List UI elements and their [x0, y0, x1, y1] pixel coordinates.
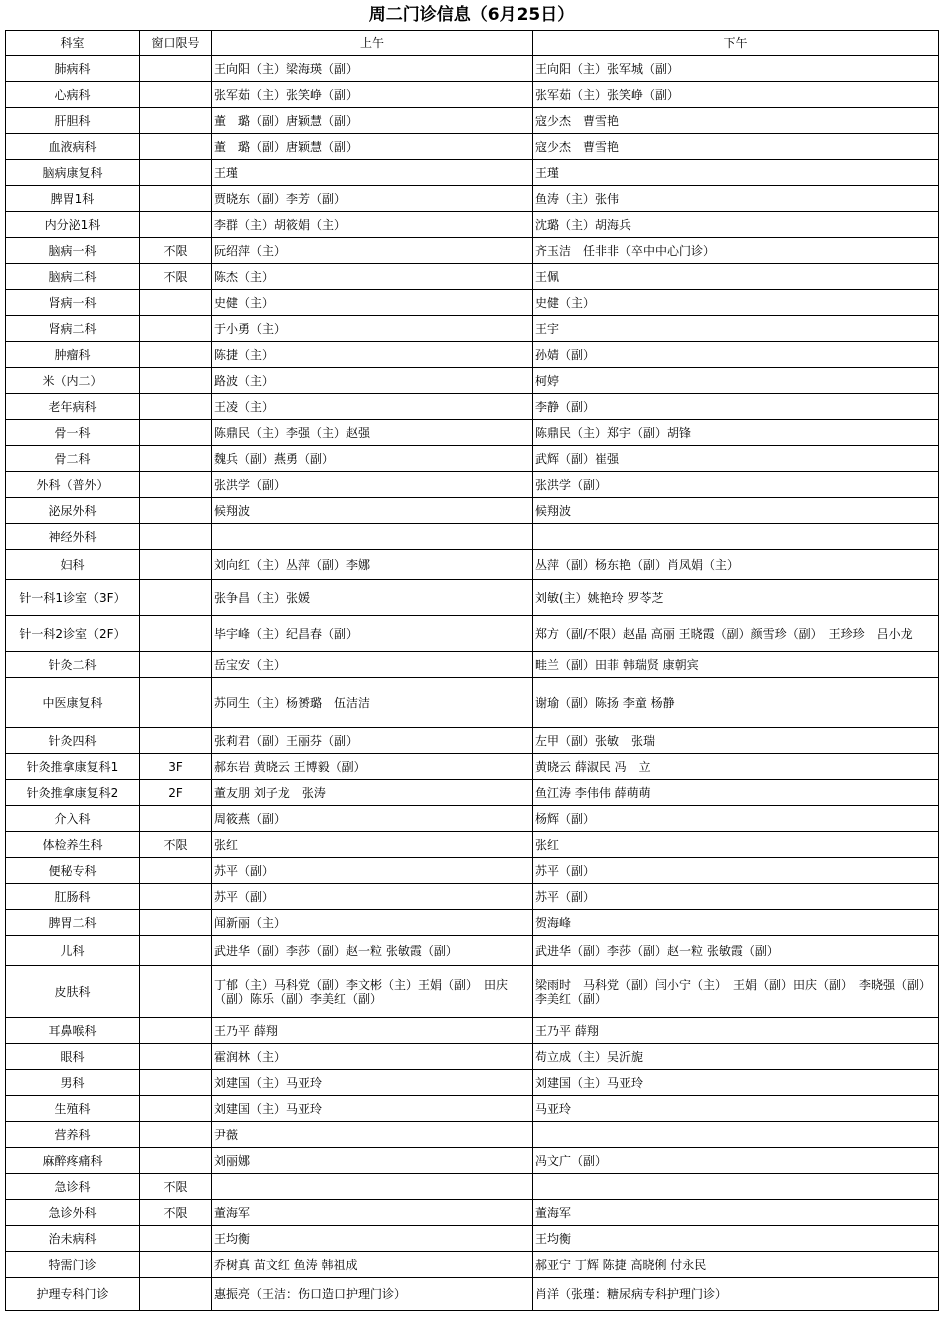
page-title: 周二门诊信息（6月25日）	[368, 5, 575, 25]
dept-cell: 营养科	[6, 1122, 140, 1148]
dept-cell: 脾胃1科	[6, 186, 140, 212]
table-row	[6, 264, 939, 290]
am-cell: 董 璐（副）唐颖慧（副）	[212, 108, 533, 134]
am-cell: 董友朋 刘子龙 张涛	[212, 780, 533, 806]
limit-cell	[140, 316, 212, 342]
pm-cell: 史健（主）	[533, 290, 939, 316]
limit-cell	[140, 1148, 212, 1174]
table-row	[6, 884, 939, 910]
table-row	[6, 678, 939, 728]
am-cell: 张红	[212, 832, 533, 858]
pm-cell: 候翔波	[533, 498, 939, 524]
limit-cell: 不限	[140, 1200, 212, 1226]
am-cell: 刘向红（主）丛萍（副）李娜	[212, 550, 533, 580]
table-row	[6, 652, 939, 678]
limit-cell	[140, 134, 212, 160]
dept-cell: 肺病科	[6, 56, 140, 82]
limit-cell	[140, 1044, 212, 1070]
table-row	[6, 1096, 939, 1122]
table-row	[6, 1278, 939, 1311]
table-row	[6, 186, 939, 212]
am-cell: 张洪学（副）	[212, 472, 533, 498]
am-cell: 尹薇	[212, 1122, 533, 1148]
pm-cell: 武进华（副）李莎（副）赵一粒 张敏霞（副）	[533, 936, 939, 966]
dept-cell: 急诊外科	[6, 1200, 140, 1226]
limit-cell: 不限	[140, 832, 212, 858]
limit-cell	[140, 884, 212, 910]
table-row	[6, 858, 939, 884]
dept-cell: 老年病科	[6, 394, 140, 420]
dept-cell: 肛肠科	[6, 884, 140, 910]
limit-cell	[140, 1096, 212, 1122]
limit-cell	[140, 524, 212, 550]
pm-cell	[533, 1122, 939, 1148]
pm-cell: 马亚玲	[533, 1096, 939, 1122]
dept-cell: 内分泌1科	[6, 212, 140, 238]
pm-cell: 张军茹（主）张笑峥（副）	[533, 82, 939, 108]
am-cell: 候翔波	[212, 498, 533, 524]
table-row	[6, 728, 939, 754]
limit-cell	[140, 394, 212, 420]
am-cell: 周筱燕（副）	[212, 806, 533, 832]
dept-cell: 针一科1诊室（3F）	[6, 580, 140, 616]
am-cell: 岳宝安（主）	[212, 652, 533, 678]
table-row	[6, 1252, 939, 1278]
table-row	[6, 316, 939, 342]
dept-cell: 针灸四科	[6, 728, 140, 754]
pm-cell: 杨辉（副）	[533, 806, 939, 832]
limit-cell	[140, 936, 212, 966]
am-cell: 陈捷（主）	[212, 342, 533, 368]
table-row	[6, 342, 939, 368]
limit-cell: 不限	[140, 238, 212, 264]
limit-cell	[140, 368, 212, 394]
am-cell: 王向阳（主）梁海瑛（副）	[212, 56, 533, 82]
am-cell: 贾晓东（副）李芳（副）	[212, 186, 533, 212]
pm-cell: 董海军	[533, 1200, 939, 1226]
dept-cell: 急诊科	[6, 1174, 140, 1200]
pm-cell: 苟立成（主）吴沂旎	[533, 1044, 939, 1070]
am-cell: 王瑾	[212, 160, 533, 186]
dept-cell: 麻醉疼痛科	[6, 1148, 140, 1174]
pm-cell: 鱼涛（主）张伟	[533, 186, 939, 212]
pm-cell: 左甲（副）张敏 张瑞	[533, 728, 939, 754]
am-cell: 张军茹（主）张笑峥（副）	[212, 82, 533, 108]
am-cell: 张莉君（副）王丽芬（副）	[212, 728, 533, 754]
limit-cell	[140, 678, 212, 728]
table-row	[6, 580, 939, 616]
am-cell: 董 璐（副）唐颖慧（副）	[212, 134, 533, 160]
dept-cell: 男科	[6, 1070, 140, 1096]
limit-cell	[140, 858, 212, 884]
pm-cell: 刘敏(主）姚艳玲 罗苓芝	[533, 580, 939, 616]
table-row	[6, 832, 939, 858]
schedule-table	[5, 30, 939, 1311]
am-cell: 史健（主）	[212, 290, 533, 316]
pm-cell: 丛萍（副）杨东艳（副）肖凤娟（主）	[533, 550, 939, 580]
pm-cell: 柯婷	[533, 368, 939, 394]
pm-cell: 贺海峰	[533, 910, 939, 936]
dept-cell: 针灸推拿康复科1	[6, 754, 140, 780]
table-row	[6, 1200, 939, 1226]
am-cell: 苏平（副）	[212, 884, 533, 910]
am-cell: 董海军	[212, 1200, 533, 1226]
dept-cell: 便秘专科	[6, 858, 140, 884]
pm-cell: 王宇	[533, 316, 939, 342]
am-cell: 于小勇（主）	[212, 316, 533, 342]
limit-cell	[140, 212, 212, 238]
dept-cell: 针灸二科	[6, 652, 140, 678]
limit-cell	[140, 1252, 212, 1278]
limit-cell	[140, 580, 212, 616]
dept-cell: 护理专科门诊	[6, 1278, 140, 1311]
pm-cell: 寇少杰 曹雪艳	[533, 134, 939, 160]
dept-cell: 脑病一科	[6, 238, 140, 264]
am-cell: 阮绍萍（主）	[212, 238, 533, 264]
dept-cell: 心病科	[6, 82, 140, 108]
pm-cell: 郑方（副/不限）赵晶 高丽 王晓霞（副）颜雪珍（副） 王珍珍 吕小龙	[533, 616, 939, 652]
dept-cell: 脑病二科	[6, 264, 140, 290]
dept-cell: 生殖科	[6, 1096, 140, 1122]
table-row	[6, 1018, 939, 1044]
limit-cell	[140, 290, 212, 316]
dept-cell: 骨一科	[6, 420, 140, 446]
limit-cell	[140, 728, 212, 754]
am-cell: 武进华（副）李莎（副）赵一粒 张敏霞（副）	[212, 936, 533, 966]
limit-cell	[140, 56, 212, 82]
am-cell: 刘建国（主）马亚玲	[212, 1070, 533, 1096]
limit-cell	[140, 108, 212, 134]
table-row	[6, 966, 939, 1018]
pm-cell: 黄晓云 薛淑民 冯 立	[533, 754, 939, 780]
limit-cell	[140, 1226, 212, 1252]
am-cell: 惠振亮（王洁：伤口造口护理门诊）	[212, 1278, 533, 1311]
table-row	[6, 1148, 939, 1174]
limit-cell	[140, 616, 212, 652]
pm-cell: 沈璐（主）胡海兵	[533, 212, 939, 238]
pm-cell: 齐玉洁 任非非（卒中中心门诊）	[533, 238, 939, 264]
limit-cell: 3F	[140, 754, 212, 780]
table-row	[6, 394, 939, 420]
dept-cell: 神经外科	[6, 524, 140, 550]
table-row	[6, 550, 939, 580]
am-cell: 陈杰（主）	[212, 264, 533, 290]
am-cell: 苏平（副）	[212, 858, 533, 884]
pm-cell: 张洪学（副）	[533, 472, 939, 498]
am-cell: 陈鼎民（主）李强（主）赵强	[212, 420, 533, 446]
dept-cell: 特需门诊	[6, 1252, 140, 1278]
pm-cell: 武辉（副）崔强	[533, 446, 939, 472]
dept-cell: 儿科	[6, 936, 140, 966]
limit-cell	[140, 1122, 212, 1148]
limit-cell: 2F	[140, 780, 212, 806]
dept-cell: 肝胆科	[6, 108, 140, 134]
table-row	[6, 524, 939, 550]
dept-cell: 肾病一科	[6, 290, 140, 316]
table-row	[6, 1070, 939, 1096]
limit-cell	[140, 966, 212, 1018]
dept-cell: 针一科2诊室（2F）	[6, 616, 140, 652]
dept-cell: 治未病科	[6, 1226, 140, 1252]
limit-cell	[140, 342, 212, 368]
dept-cell: 针灸推拿康复科2	[6, 780, 140, 806]
limit-cell	[140, 420, 212, 446]
table-row	[6, 368, 939, 394]
limit-cell	[140, 1018, 212, 1044]
am-cell: 路波（主）	[212, 368, 533, 394]
header-row	[6, 31, 939, 56]
am-cell	[212, 1174, 533, 1200]
pm-cell	[533, 1174, 939, 1200]
limit-cell: 不限	[140, 1174, 212, 1200]
table-row	[6, 472, 939, 498]
limit-cell	[140, 472, 212, 498]
dept-cell: 体检养生科	[6, 832, 140, 858]
table-row	[6, 806, 939, 832]
dept-cell: 妇科	[6, 550, 140, 580]
am-cell	[212, 524, 533, 550]
limit-cell	[140, 446, 212, 472]
limit-cell	[140, 160, 212, 186]
pm-cell: 王瑾	[533, 160, 939, 186]
table-row	[6, 754, 939, 780]
dept-cell: 耳鼻喉科	[6, 1018, 140, 1044]
limit-cell: 不限	[140, 264, 212, 290]
table-row	[6, 616, 939, 652]
pm-cell: 冯文广（副）	[533, 1148, 939, 1174]
limit-cell	[140, 82, 212, 108]
dept-cell: 肾病二科	[6, 316, 140, 342]
pm-cell: 谢瑜（副）陈扬 李童 杨静	[533, 678, 939, 728]
limit-cell	[140, 550, 212, 580]
am-cell: 王均衡	[212, 1226, 533, 1252]
header-am: 上午	[212, 31, 533, 56]
pm-cell: 刘建国（主）马亚玲	[533, 1070, 939, 1096]
table-row	[6, 1044, 939, 1070]
pm-cell: 苏平（副）	[533, 884, 939, 910]
am-cell: 魏兵（副）燕勇（副）	[212, 446, 533, 472]
table-row	[6, 420, 939, 446]
limit-cell	[140, 1070, 212, 1096]
header-pm: 下午	[533, 31, 939, 56]
limit-cell	[140, 910, 212, 936]
table-row	[6, 446, 939, 472]
am-cell: 王凌（主）	[212, 394, 533, 420]
pm-cell: 寇少杰 曹雪艳	[533, 108, 939, 134]
pm-cell: 孙婧（副）	[533, 342, 939, 368]
pm-cell: 王佩	[533, 264, 939, 290]
header-dept: 科室	[6, 31, 140, 56]
table-row	[6, 1122, 939, 1148]
pm-cell: 苏平（副）	[533, 858, 939, 884]
pm-cell: 王均衡	[533, 1226, 939, 1252]
pm-cell: 梁雨时 马科党（副）闫小宁（主） 王娟（副）田庆（副） 李晓强（副）李美红（副）	[533, 966, 939, 1018]
table-row	[6, 290, 939, 316]
limit-cell	[140, 498, 212, 524]
am-cell: 李群（主）胡筱娟（主）	[212, 212, 533, 238]
table-row	[6, 780, 939, 806]
dept-cell: 泌尿外科	[6, 498, 140, 524]
dept-cell: 骨二科	[6, 446, 140, 472]
am-cell: 丁郁（主）马科党（副）李文彬（主）王娟（副） 田庆（副）陈乐（副）李美红（副）	[212, 966, 533, 1018]
table-header	[6, 31, 939, 56]
dept-cell: 外科（普外）	[6, 472, 140, 498]
pm-cell: 鱼江涛 李伟伟 薛萌萌	[533, 780, 939, 806]
table-body	[6, 56, 939, 1311]
table-row	[6, 498, 939, 524]
dept-cell: 中医康复科	[6, 678, 140, 728]
table-row	[6, 212, 939, 238]
table-row	[6, 936, 939, 966]
am-cell: 霍润林（主）	[212, 1044, 533, 1070]
pm-cell: 张红	[533, 832, 939, 858]
table-row	[6, 238, 939, 264]
header-limit: 窗口限号	[140, 31, 212, 56]
table-row	[6, 910, 939, 936]
dept-cell: 脑病康复科	[6, 160, 140, 186]
am-cell: 王乃平 薛翔	[212, 1018, 533, 1044]
pm-cell: 陈鼎民（主）郑宇（副）胡锋	[533, 420, 939, 446]
pm-cell: 李静（副）	[533, 394, 939, 420]
am-cell: 刘建国（主）马亚玲	[212, 1096, 533, 1122]
am-cell: 苏同生（主）杨赟璐 伍洁洁	[212, 678, 533, 728]
limit-cell	[140, 806, 212, 832]
table-row	[6, 1226, 939, 1252]
table-row	[6, 56, 939, 82]
pm-cell	[533, 524, 939, 550]
pm-cell: 王向阳（主）张军城（副）	[533, 56, 939, 82]
am-cell: 郝东岩 黄晓云 王博毅（副）	[212, 754, 533, 780]
limit-cell	[140, 186, 212, 212]
dept-cell: 血液病科	[6, 134, 140, 160]
dept-cell: 介入科	[6, 806, 140, 832]
table-row	[6, 160, 939, 186]
am-cell: 乔树真 苗文红 鱼涛 韩祖成	[212, 1252, 533, 1278]
dept-cell: 皮肤科	[6, 966, 140, 1018]
am-cell: 刘丽娜	[212, 1148, 533, 1174]
am-cell: 闻新丽（主）	[212, 910, 533, 936]
table-row	[6, 1174, 939, 1200]
dept-cell: 脾胃二科	[6, 910, 140, 936]
dept-cell: 眼科	[6, 1044, 140, 1070]
limit-cell	[140, 1278, 212, 1311]
pm-cell: 畦兰（副）田菲 韩瑞贤 康朝宾	[533, 652, 939, 678]
table-row	[6, 82, 939, 108]
am-cell: 张争昌（主）张媛	[212, 580, 533, 616]
dept-cell: 肿瘤科	[6, 342, 140, 368]
table-row	[6, 108, 939, 134]
limit-cell	[140, 652, 212, 678]
dept-cell: 米（内二）	[6, 368, 140, 394]
pm-cell: 郝亚宁 丁辉 陈捷 高晓俐 付永民	[533, 1252, 939, 1278]
pm-cell: 王乃平 薛翔	[533, 1018, 939, 1044]
am-cell: 毕宇峰（主）纪昌春（副）	[212, 616, 533, 652]
pm-cell: 肖洋（张瑾：糖尿病专科护理门诊）	[533, 1278, 939, 1311]
table-row	[6, 134, 939, 160]
